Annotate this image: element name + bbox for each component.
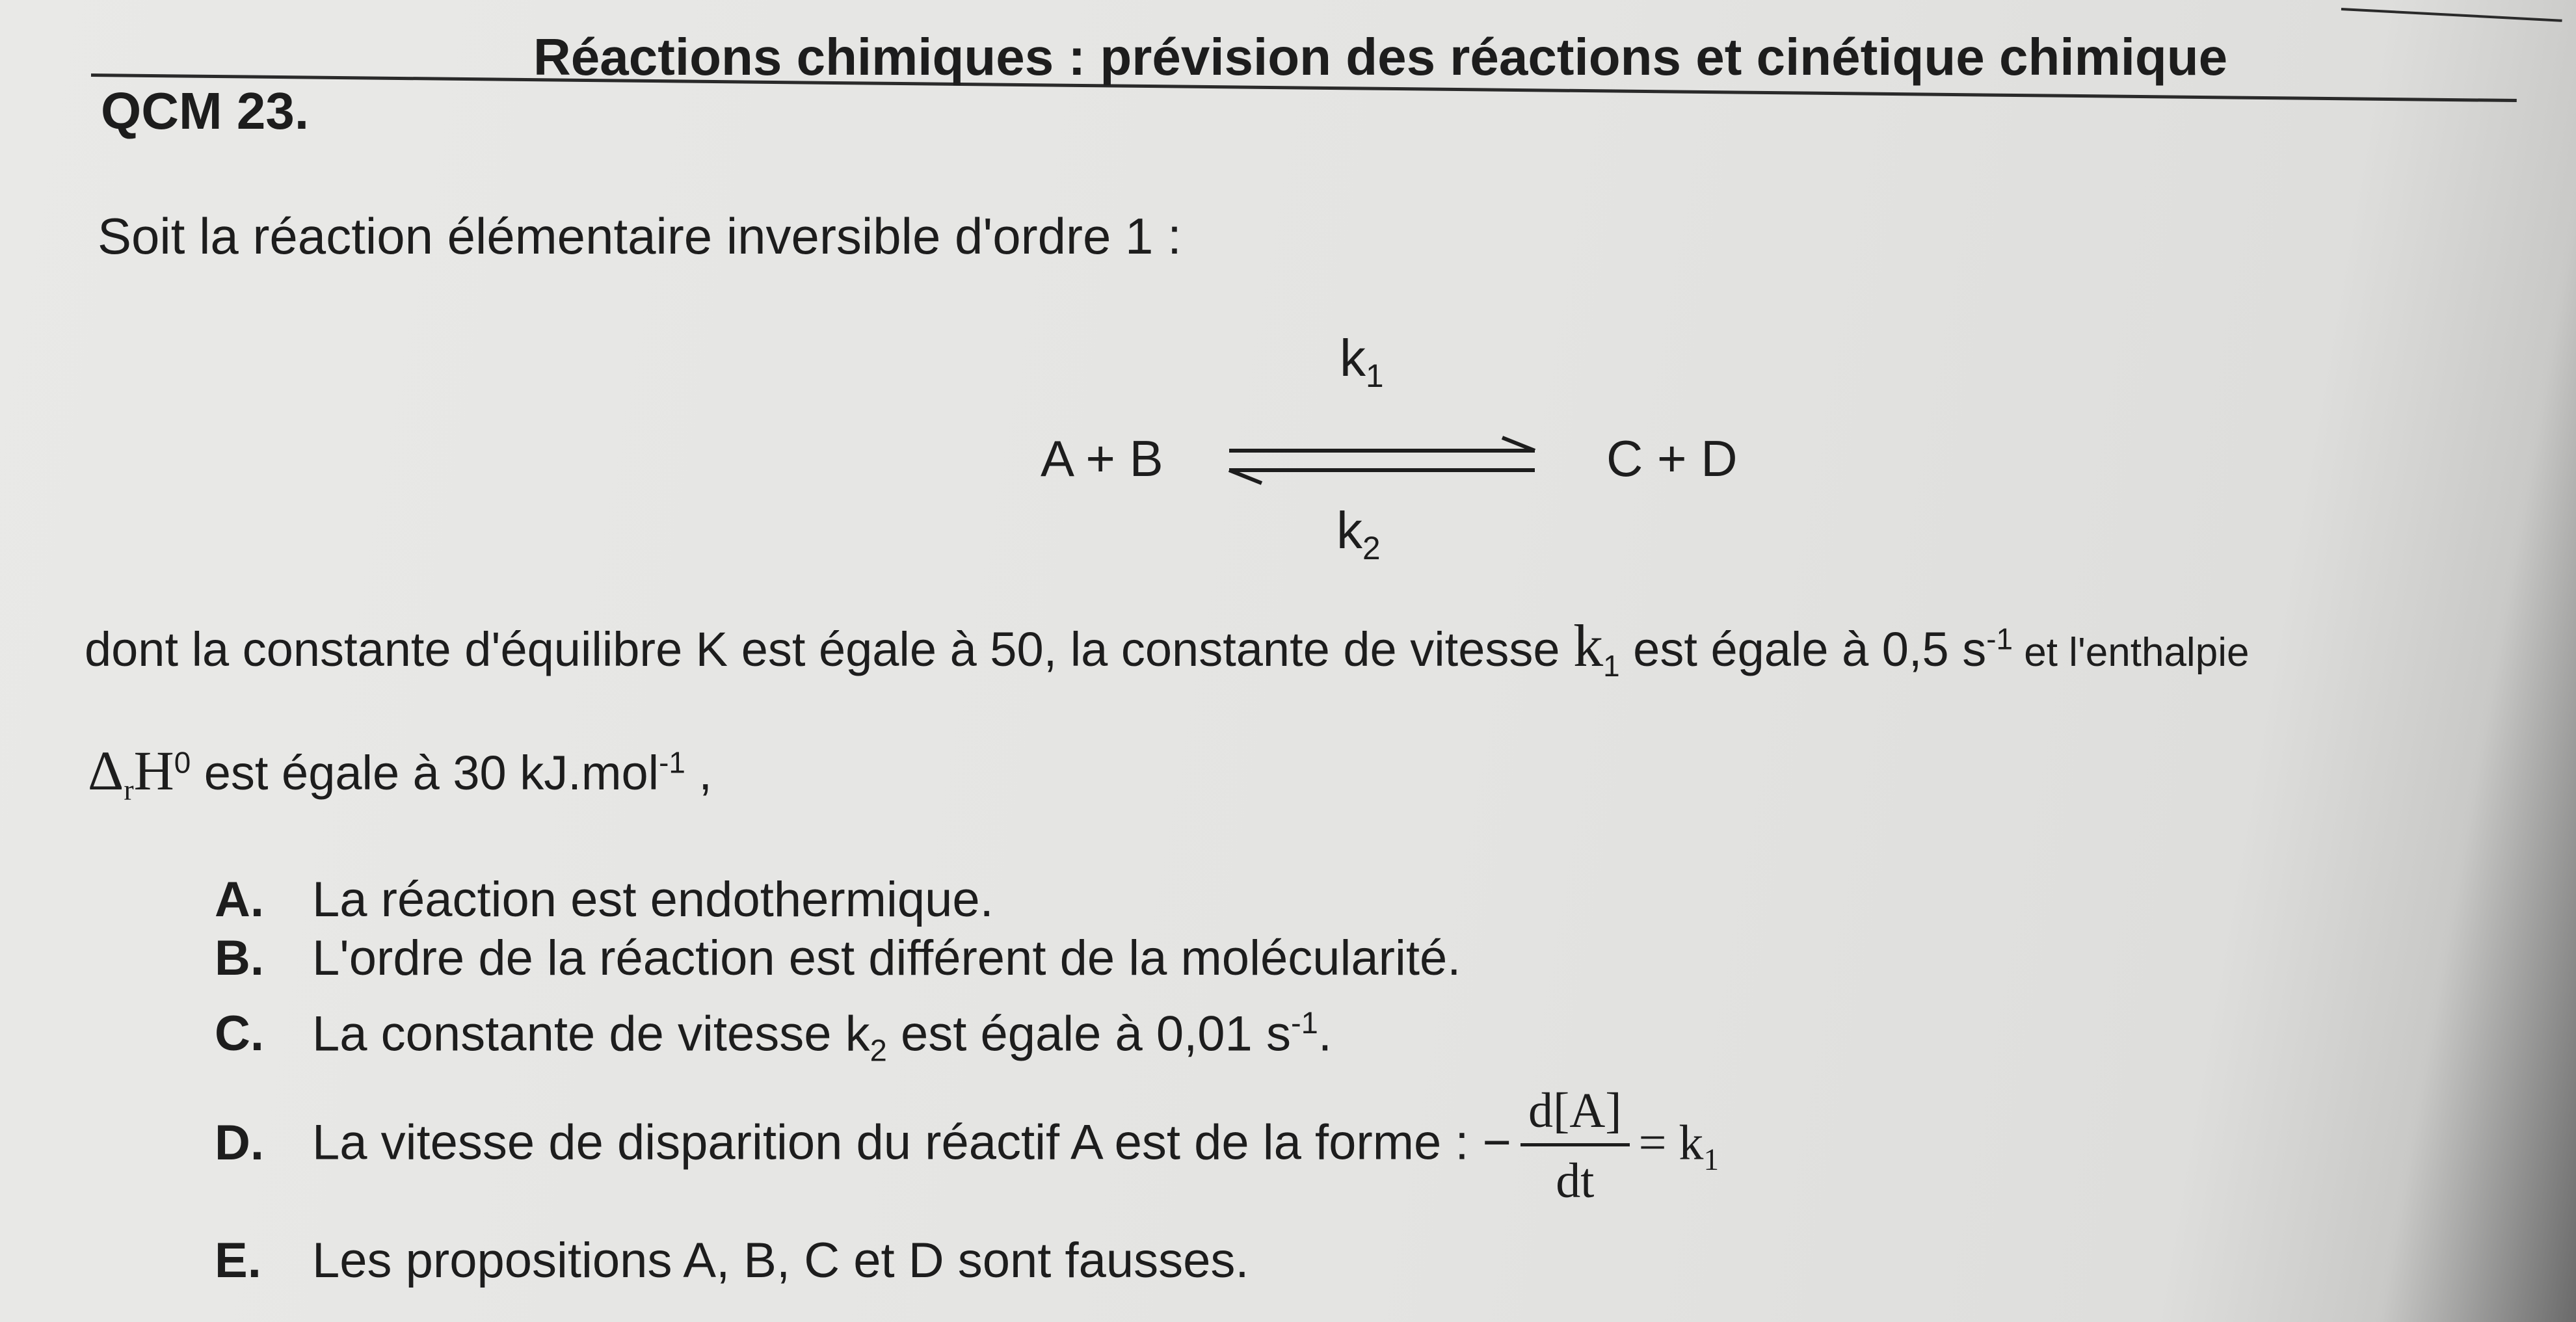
option-e: E. Les propositions A, B, C et D sont fausses.: [215, 1233, 1249, 1288]
question-intro: Soit la réaction élémentaire inversible d'ordre 1 :: [98, 207, 1182, 265]
statement-line-1: dont la constante d'équilibre K est égale à 50, la constante de vitesse $k_1$ est égale à 0,5 $s^{-1}$ et l'enthalpie: [85, 613, 2250, 683]
rate-fraction: $\frac{d[A]}{dt}$: [1520, 1083, 1630, 1210]
header-rule-right: [2341, 8, 2562, 22]
page-title: Réactions chimiques : prévision des réactions et cinétique chimique: [533, 28, 2228, 86]
option-b: B. L'ordre de la réaction est différent de la molécularité.: [215, 931, 1461, 986]
qcm-number: QCM 23.: [101, 82, 310, 140]
option-c: C. La constante de vitesse $k_2$ est égale à 0,01 $s^{-1}$.: [215, 1005, 1332, 1068]
statement-line-2: $\Delta_rH^0$ est égale à 30 kJ.mol$^{-1}$ ,: [88, 739, 712, 806]
rate-constant-k2: $k_2$: [1336, 501, 1381, 566]
option-d: D. La vitesse de disparition du réactif A est de la forme : − $\frac{d[A]}{dt}$ = $k_1$: [215, 1083, 1719, 1208]
reaction-right: C + D: [1606, 430, 1738, 487]
option-a: A. La réaction est endothermique.: [215, 872, 994, 927]
equilibrium-arrows-icon: [1216, 432, 1548, 491]
rate-constant-k1: $k_1$: [1340, 329, 1384, 394]
reaction-left: A + B: [1041, 430, 1163, 487]
